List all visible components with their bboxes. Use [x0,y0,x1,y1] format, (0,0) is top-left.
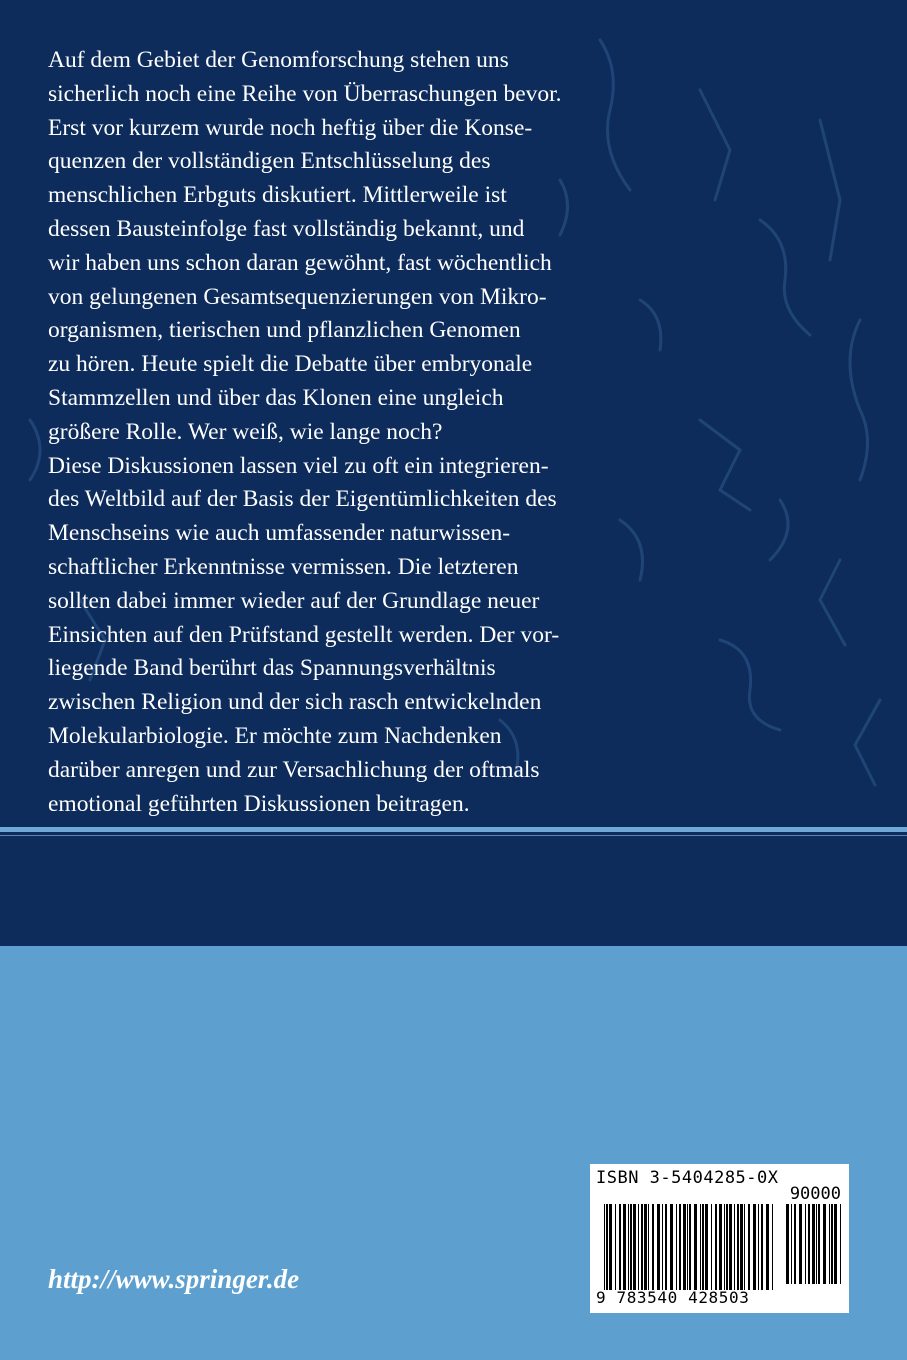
blurb-line: des Weltbild auf der Basis der Eigentümlichkeiten des [48,486,557,513]
blurb-line: zwischen Religion und der sich rasch entwickelnden [48,689,542,716]
blurb-line: organismen, tierischen und pflanzlichen Genomen [48,317,521,344]
blurb-line: emotional geführten Diskussionen beitragen. [48,790,470,817]
blurb-line: darüber anregen und zur Versachlichung der oftmals [48,756,540,783]
blurb-line: sicherlich noch eine Reihe von Überraschungen bevor. [48,80,562,107]
blurb-line: Erst vor kurzem wurde noch heftig über die Konse- [48,114,533,141]
blurb-line: schaftlicher Erkenntnisse vermissen. Die letzteren [48,553,519,580]
blurb-line: wir haben uns schon daran gewöhnt, fast wöchentlich [48,249,552,276]
ean-digits: 9 783540 428503 [596,1288,750,1307]
barcode-label [590,1164,849,1313]
blurb-line: größere Rolle. Wer weiß, wie lange noch? [48,418,443,445]
blurb-line: Diese Diskussionen lassen viel zu oft ein integrieren- [48,452,549,479]
addon-barcode-bars-icon [786,1204,842,1284]
blurb-line: menschlichen Erbguts diskutiert. Mittlerweile ist [48,182,507,209]
blurb-text [48,44,848,821]
blurb-line: Molekularbiologie. Er möchte zum Nachdenken [48,722,502,749]
publisher-url[interactable]: http://www.springer.de [48,1264,300,1294]
blurb-line: liegende Band berührt das Spannungsverhältnis [48,655,496,682]
blurb-line: quenzen der vollständigen Entschlüsselung des [48,148,491,175]
blurb-line: Menschseins wie auch umfassender naturwissen- [48,520,511,547]
blurb-line: Einsichten auf den Prüfstand gestellt werden. Der vor- [48,621,560,648]
price-code: 90000 [789,1184,841,1204]
blurb-line: Stammzellen und über das Klonen eine ungleich [48,384,504,411]
divider-rule-thin [0,835,907,836]
blurb-line: dessen Bausteinfolge fast vollständig bekannt, und [48,215,525,242]
blurb-line: von gelungenen Gesamtsequenzierungen von Mikro- [48,283,547,310]
isbn-text: ISBN 3-5404285-0X [596,1168,779,1188]
blurb-line: Auf dem Gebiet der Genomforschung stehen uns [48,47,509,73]
blurb-line: zu hören. Heute spielt die Debatte über embryonale [48,351,533,378]
barcode-bars-icon [604,1204,774,1290]
divider-rule [0,827,907,832]
blurb-line: sollten dabei immer wieder auf der Grundlage neuer [48,587,540,614]
